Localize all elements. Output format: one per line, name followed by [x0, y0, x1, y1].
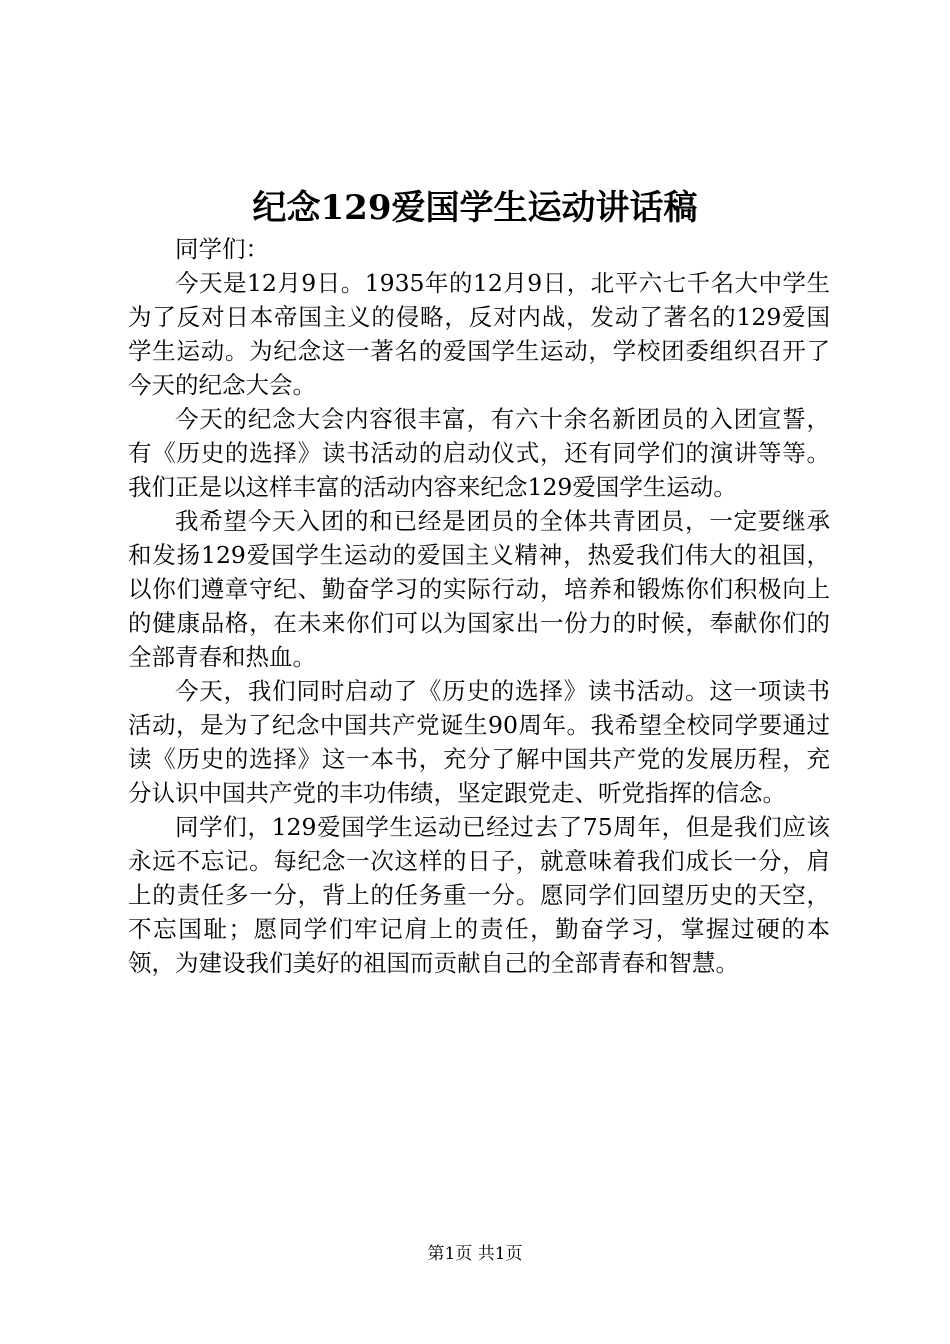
paragraph: 今天，我们同时启动了《历史的选择》读书活动。这一项读书活动，是为了纪念中国共产党诞生90周年。我希望全校同学要通过读《历史的选择》这一本书，充分了解中国共产党的发展历程，充分认识中国共产党的丰功伟绩，坚定跟党走、听党指挥的信念。 [128, 677, 830, 807]
paragraph: 今天的纪念大会内容很丰富，有六十余名新团员的入团宣誓，有《历史的选择》读书活动的启动仪式，还有同学们的演讲等等。我们正是以这样丰富的活动内容来纪念129爱国学生运动。 [128, 405, 830, 501]
paragraph: 我希望今天入团的和已经是团员的全体共青团员，一定要继承和发扬129爱国学生运动的爱国主义精神，热爱我们伟大的祖国，以你们遵章守纪、勤奋学习的实际行动，培养和锻炼你们积极向上的健康品格，在未来你们可以为国家出一份力的时候，奉献你们的全部青春和热血。 [128, 507, 830, 671]
paragraph: 同学们，129爱国学生运动已经过去了75周年，但是我们应该永远不忘记。每纪念一次这样的日子，就意味着我们成长一分，肩上的责任多一分，背上的任务重一分。愿同学们回望历史的天空，不忘国耻；愿同学们牢记肩上的责任，勤奋学习，掌握过硬的本领，为建设我们美好的祖国而贡献自己的全部青春和智慧。 [128, 813, 830, 977]
document-body [128, 232, 830, 980]
salutation: 同学们： [175, 235, 269, 263]
page-number-footer: 第1页 共1页 [427, 1244, 523, 1264]
paragraph: 今天是12月9日。1935年的12月9日，北平六七千名大中学生为了反对日本帝国主义的侵略，反对内战，发动了著名的129爱国学生运动。为纪念这一著名的爱国学生运动，学校团委组织召开了今天的纪念大会。 [128, 269, 830, 399]
document-title: 纪念129爱国学生运动讲话稿 [252, 188, 698, 228]
